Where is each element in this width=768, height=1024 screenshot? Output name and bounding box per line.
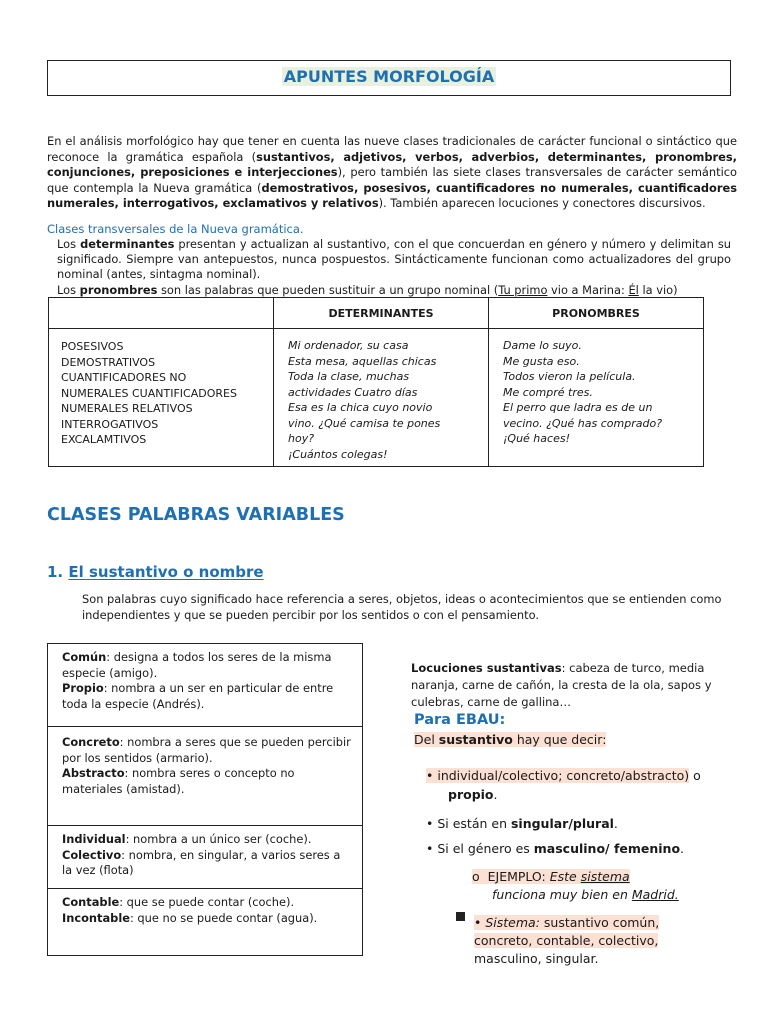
example-line: Esa es la chica cuyo novio [288, 401, 433, 414]
example-line: El perro que ladra es de un [503, 401, 653, 414]
ejemplo-line-2: funciona muy bien en Madrid. [492, 887, 679, 902]
table-header-determinantes: DETERMINANTES [274, 298, 489, 329]
analysis-line-1: • Sistema: sustantivo común, [474, 915, 660, 930]
intro-paragraph: En el análisis morfológico hay que tener en cuenta las nueve clases tradicionales de carácter funcional o sintáctico que reconoce la gramática española (sustantivos, adjetivos, verbos, adverbios, determinantes, pronombres, conjunciones, preposiciones e interjecciones), pero también las siete clases transversales de carácter semántico que contempla la Nueva gramática (demostrativos, posesivos, cuantificadores no numerales, cuantificadores numerales, interrogativos, exclamativos y relativos). También aparecen locuciones y conectores discursivos. [47, 134, 738, 210]
example-line: Toda la clase, muchas [288, 370, 410, 383]
pronombres-examples-cell [489, 329, 704, 467]
class-item: EXCALAMTIVOS [61, 433, 147, 446]
title-box [47, 60, 731, 96]
box-comun-propio: Común: designa a todos los seres de la misma especie (amigo). Propio: nombra a un ser en particular de entre toda la especie (Andrés). [47, 643, 363, 727]
pronombres-paragraph: Los pronombres son las palabras que pueden sustituir a un grupo nominal (Tu primo vio a Marina: Él la vio) [57, 283, 678, 297]
box-individual-colectivo: Individual: nombra a un único ser (coche). Colectivo: nombra, en singular, a varios seres a la vez (flota) [47, 825, 363, 889]
example-line: ¡Cuántos colegas! [288, 447, 388, 461]
example-line: Esta mesa, aquellas chicas [288, 354, 437, 368]
example-line: ¡Qué haces! [503, 432, 570, 445]
class-item: INTERROGATIVOS [61, 417, 159, 431]
square-bullet-icon [456, 912, 465, 921]
example-line: Todos vieron la película. [503, 370, 636, 383]
ebau-intro: Del sustantivo hay que decir: [414, 732, 607, 747]
box-concreto-abstracto: Concreto: nombra a seres que se pueden percibir por los sentidos (armario). Abstracto: nombra seres o concepto no materiales (amistad). [47, 726, 363, 826]
box-contable-incontable: Contable: que se puede contar (coche). Incontable: que no se puede contar (agua). [47, 888, 363, 956]
example-line: hoy? [288, 432, 315, 445]
example-line: Me compré tres. [503, 385, 593, 399]
class-item: POSESIVOS [61, 340, 124, 353]
example-line: Mi ordenador, su casa [288, 339, 409, 352]
example-line: vino. ¿Qué camisa te pones [288, 416, 441, 430]
classes-cell [49, 329, 274, 467]
class-item: DEMOSTRATIVOS [61, 355, 156, 369]
example-line: actividades Cuatro días [288, 385, 418, 399]
analysis-line-3: masculino, singular. [474, 951, 599, 966]
ebau-bullet-clases: • individual/colectivo; concreto/abstracto) o [426, 768, 701, 783]
ebau-bullet-genero: • Si el género es masculino/ femenino. [426, 841, 685, 856]
class-item: CUANTIFICADORES NO [61, 371, 187, 384]
transversal-heading: Clases transversales de la Nueva gramática. [47, 222, 304, 236]
sustantivo-definition: Son palabras cuyo significado hace referencia a seres, objetos, ideas o acontecimientos que se entienden como independientes y que se pueden percibir por los sentidos o con el pensamiento. [82, 592, 722, 622]
page-title: APUNTES MORFOLOGÍA [283, 67, 495, 86]
determinantes-paragraph: Los determinantes presentan y actualizan al sustantivo, con el que concuerdan en género y número y delimitan su significado. Siempre van antepuestos, nunca pospuestos. Sintácticamente funcionan como actualizadores del grupo nominal (antes, sintagma nominal). [57, 237, 731, 281]
ebau-bullet-numero: • Si están en singular/plural. [426, 816, 618, 831]
class-item: NUMERALES CUANTIFICADORES [61, 386, 237, 400]
table-header-empty [49, 298, 274, 329]
analysis-line-2: concreto, contable, colectivo, [474, 933, 659, 948]
table-header-pronombres: PRONOMBRES [489, 298, 704, 329]
ejemplo-line: o EJEMPLO: Este sistema [472, 869, 630, 884]
ebau-heading: Para EBAU: [414, 712, 506, 728]
classes-table [48, 297, 704, 467]
class-item: NUMERALES RELATIVOS [61, 402, 193, 415]
locuciones-paragraph: Locuciones sustantivas: cabeza de turco, media naranja, carne de cañón, la cresta de la ola, sapos y culebras, carne de gallina… [411, 661, 712, 709]
example-line: Dame lo suyo. [503, 339, 582, 352]
section-heading: CLASES PALABRAS VARIABLES [47, 505, 345, 525]
example-line: Me gusta eso. [503, 354, 580, 368]
subsection-heading: 1. El sustantivo o nombre [47, 563, 264, 581]
ebau-bullet-propio: propio. [448, 787, 498, 802]
example-line: vecino. ¿Qué has comprado? [503, 416, 663, 430]
determinantes-examples-cell [274, 329, 489, 467]
